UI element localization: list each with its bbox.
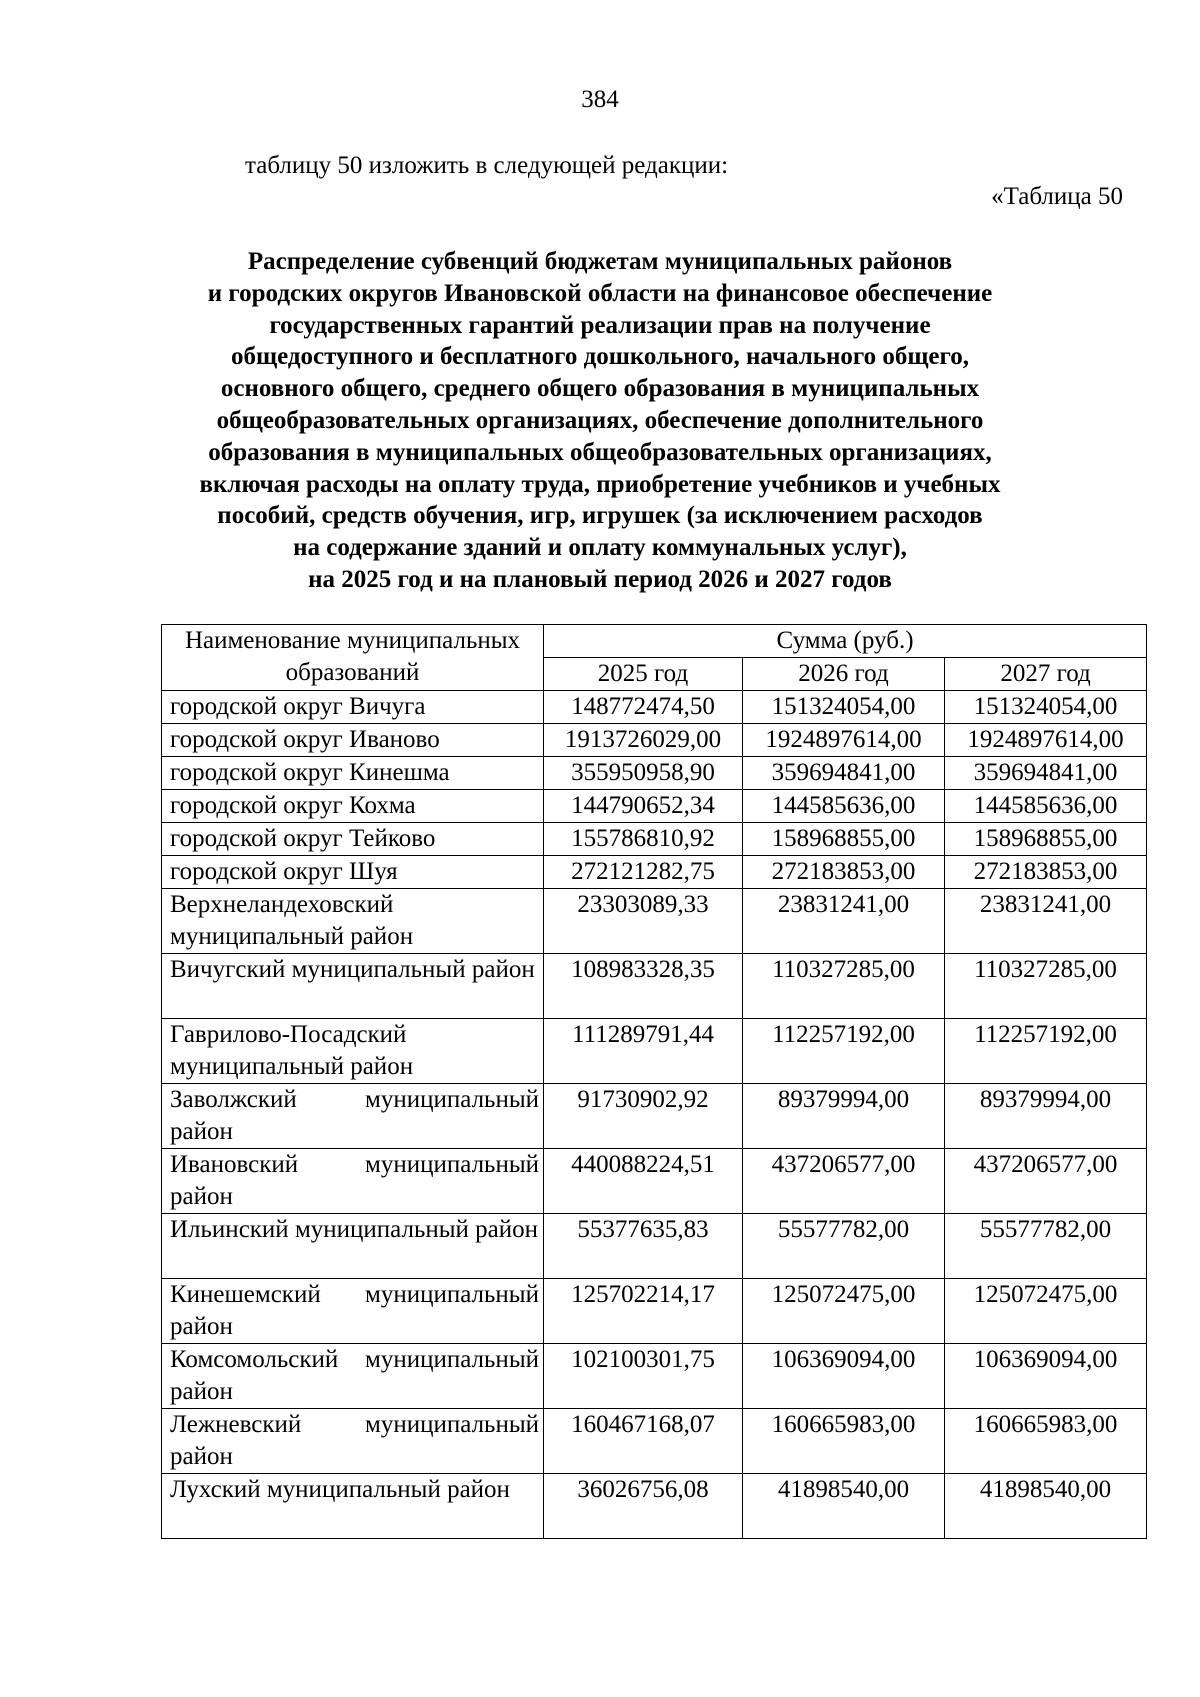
amount-2026: 125072475,00 [743,1279,945,1344]
table-row [162,1474,1147,1539]
municipality-name: городской округ Кинешма [162,757,544,790]
table-row [162,823,1147,856]
amount-2027: 151324054,00 [945,691,1147,724]
amount-2025: 355950958,90 [544,757,743,790]
heading-line: на 2025 год и на плановый период 2026 и 2027 годов [308,565,892,593]
table-row [162,889,1147,954]
municipality-name: городской округ Иваново [162,724,544,757]
municipality-name: городской округ Тейково [162,823,544,856]
amount-2026: 110327285,00 [743,954,945,1019]
amount-2026: 23831241,00 [743,889,945,954]
amount-2026: 272183853,00 [743,856,945,889]
amount-2025: 1913726029,00 [544,724,743,757]
amount-2027: 1924897614,00 [945,724,1147,757]
page-number: 384 [581,86,619,113]
table-row [162,1344,1147,1409]
amount-2027: 106369094,00 [945,1344,1147,1409]
heading-line: и городских округов Ивановской области на финансовое обеспечение [207,279,993,307]
table-row [162,1409,1147,1474]
amount-2027: 359694841,00 [945,757,1147,790]
subvention-table [161,624,1147,1539]
heading-line: основного общего, среднего общего образования в муниципальных [220,375,980,403]
municipality-name: Верхнеландеховский муниципальный район [162,889,544,954]
table-row [162,954,1147,1019]
amount-2027: 437206577,00 [945,1149,1147,1214]
table-row [162,1019,1147,1084]
amount-2026: 359694841,00 [743,757,945,790]
table-row [162,856,1147,889]
amount-2027: 112257192,00 [945,1019,1147,1084]
amount-2025: 272121282,75 [544,856,743,889]
amount-2025: 160467168,07 [544,1409,743,1474]
table-row [162,1279,1147,1344]
header-year-2026: 2026 год [743,658,945,691]
heading-line: государственных гарантий реализации прав на получение [269,311,931,339]
header-sum: Сумма (руб.) [544,625,1147,658]
municipality-name: Кинешемский муниципальный район [162,1279,544,1344]
amount-2027: 125072475,00 [945,1279,1147,1344]
amount-2025: 36026756,08 [544,1474,743,1539]
municipality-name: Лежневский муниципальный район [162,1409,544,1474]
amount-2027: 272183853,00 [945,856,1147,889]
amount-2025: 148772474,50 [544,691,743,724]
amount-2025: 144790652,34 [544,790,743,823]
amount-2027: 160665983,00 [945,1409,1147,1474]
amount-2027: 144585636,00 [945,790,1147,823]
amount-2025: 23303089,33 [544,889,743,954]
amount-2027: 41898540,00 [945,1474,1147,1539]
municipality-name: Лухский муниципальный район [162,1474,544,1539]
municipality-name: Заволжский муниципальный район [162,1084,544,1149]
amount-2026: 89379994,00 [743,1084,945,1149]
amount-2027: 158968855,00 [945,823,1147,856]
amount-2025: 111289791,44 [544,1019,743,1084]
heading-line: образования в муниципальных общеобразовательных организациях, [208,438,992,466]
table-heading [0,246,1200,596]
amount-2026: 158968855,00 [743,823,945,856]
amount-2026: 41898540,00 [743,1474,945,1539]
municipality-name: городской округ Вичуга [162,691,544,724]
header-municipality: Наименование муниципальных образований [162,625,544,691]
header-year-2025: 2025 год [544,658,743,691]
heading-line: общедоступного и бесплатного дошкольного, начального общего, [230,343,970,371]
amount-2027: 89379994,00 [945,1084,1147,1149]
amount-2026: 1924897614,00 [743,724,945,757]
amount-2025: 440088224,51 [544,1149,743,1214]
municipality-name: Гаврилово-Посадский муниципальный район [162,1019,544,1084]
municipality-name: Комсомольский муниципальный район [162,1344,544,1409]
table-row [162,757,1147,790]
municipality-name: Ильинский муниципальный район [162,1214,544,1279]
heading-line: пособий, средств обучения, игр, игрушек (за исключением расходов [217,502,983,530]
municipality-name: городской округ Кохма [162,790,544,823]
table-row [162,1084,1147,1149]
table-label: «Таблица 50 [991,183,1123,210]
amount-2026: 437206577,00 [743,1149,945,1214]
municipality-name: Вичугский муниципальный район [162,954,544,1019]
amount-2025: 125702214,17 [544,1279,743,1344]
amount-2026: 112257192,00 [743,1019,945,1084]
table-row [162,1149,1147,1214]
table-row [162,691,1147,724]
amount-2026: 106369094,00 [743,1344,945,1409]
intro-text: таблицу 50 изложить в следующей редакции: [245,152,729,179]
amount-2025: 91730902,92 [544,1084,743,1149]
amount-2026: 55577782,00 [743,1214,945,1279]
amount-2025: 102100301,75 [544,1344,743,1409]
municipality-name: городской округ Шуя [162,856,544,889]
amount-2026: 144585636,00 [743,790,945,823]
heading-line: на содержание зданий и оплату коммунальных услуг), [293,534,907,562]
amount-2025: 155786810,92 [544,823,743,856]
amount-2025: 55377635,83 [544,1214,743,1279]
header-year-2027: 2027 год [945,658,1147,691]
amount-2026: 151324054,00 [743,691,945,724]
table-row [162,790,1147,823]
table-row [162,724,1147,757]
municipality-name: Ивановский муниципальный район [162,1149,544,1214]
heading-line: общеобразовательных организациях, обеспечение дополнительного [216,406,984,434]
table-row [162,1214,1147,1279]
amount-2025: 108983328,35 [544,954,743,1019]
amount-2027: 23831241,00 [945,889,1147,954]
heading-line: Распределение субвенций бюджетам муниципальных районов [247,248,953,275]
amount-2026: 160665983,00 [743,1409,945,1474]
amount-2027: 110327285,00 [945,954,1147,1019]
heading-line: включая расходы на оплату труда, приобретение учебников и учебных [199,470,1001,498]
amount-2027: 55577782,00 [945,1214,1147,1279]
